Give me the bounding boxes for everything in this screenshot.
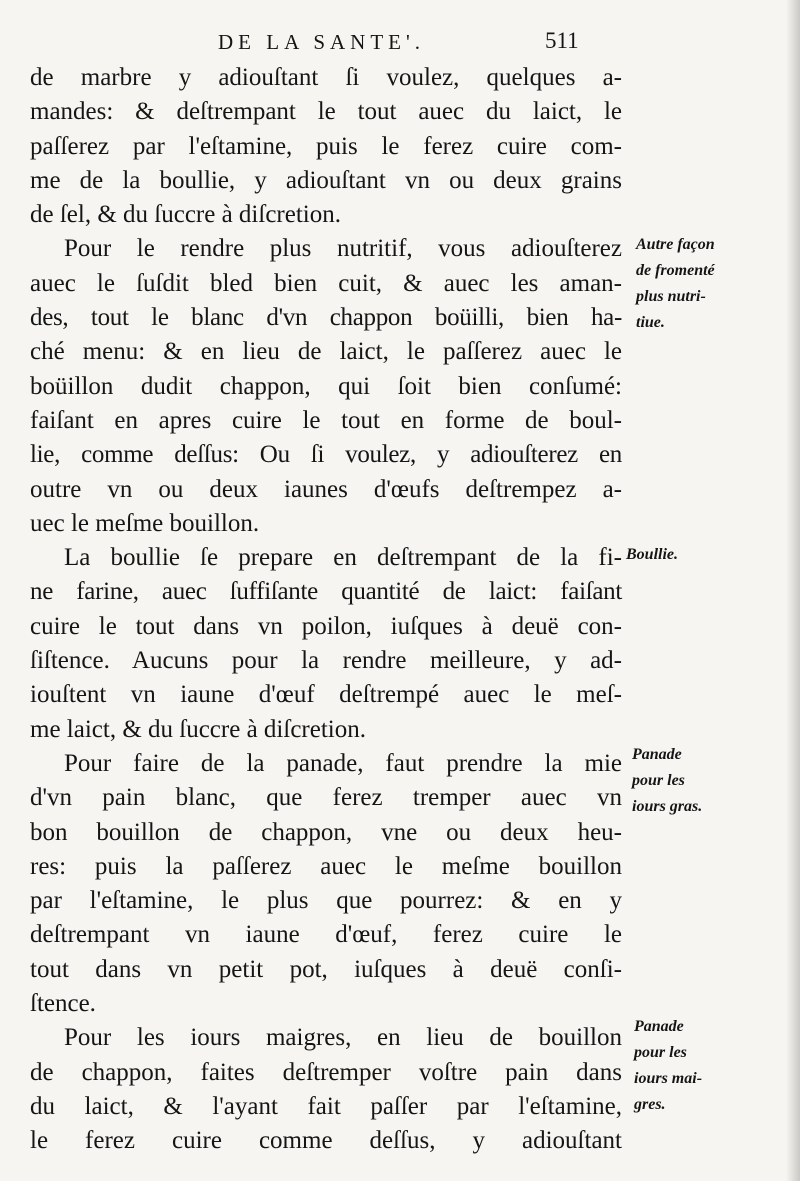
text-line: me de la boullie, y adiouſtant vn ou deux grains	[30, 166, 622, 194]
page-header	[0, 30, 800, 62]
text-line: Pour les iours maigres, en lieu de bouillon	[64, 1024, 622, 1052]
text-line: deſtrempant vn iaune d'œuf, ferez cuire le	[30, 921, 622, 949]
main-text	[30, 61, 622, 1159]
margin-note-line: iours mai-	[634, 1070, 703, 1087]
text-line: Pour faire de la panade, faut prendre la mie	[64, 749, 622, 777]
text-line: ſiſtence. Aucuns pour la rendre meilleure, y ad-	[30, 647, 622, 675]
text-line: des, tout le blanc d'vn chappon boüilli, bien ha-	[30, 304, 622, 332]
margin-note-autre-facon	[636, 232, 715, 336]
running-head: DE LA SANTE'.	[218, 30, 426, 54]
text-line: paſſerez par l'eſtamine, puis le ferez cuire com-	[30, 132, 622, 160]
margin-note-panade-gras	[632, 742, 702, 820]
text-line: de chappon, faites deſtremper voſtre pain dans	[30, 1058, 622, 1086]
margin-note-line: iours gras.	[632, 798, 703, 815]
margin-note-line: tiue.	[636, 314, 665, 331]
margin-note-line: plus nutri-	[636, 288, 706, 305]
text-line: mandes: & deſtrempant le tout auec du laict, le	[30, 98, 622, 126]
text-line: bon bouillon de chappon, vne ou deux heu-	[30, 818, 622, 846]
margin-note-line: pour les	[632, 772, 685, 789]
text-line: iouſtent vn iaune d'œuf deſtrempé auec le meſ-	[30, 681, 622, 709]
text-line: faiſant en apres cuire le tout en forme de boul-	[30, 406, 622, 434]
text-line: de marbre y adiouſtant ſi voulez, quelques a-	[30, 64, 622, 91]
margin-note-panade-maigres	[634, 1014, 702, 1118]
text-line: le ferez cuire comme deſſus, y adiouſtant	[30, 1127, 622, 1155]
text-line: de ſel, & du ſuccre à diſcretion.	[30, 201, 341, 229]
margin-note-line: pour les	[634, 1044, 687, 1061]
text-line: cuire le tout dans vn poilon, iuſques à deuë con-	[30, 612, 622, 640]
text-line: me laict, & du ſuccre à diſcretion.	[30, 715, 366, 743]
text-line: Pour le rendre plus nutritif, vous adiouſterez	[64, 235, 622, 263]
margin-note-line: Panade	[632, 746, 682, 763]
text-line: ſtence.	[30, 990, 96, 1018]
text-line: ché menu: & en lieu de laict, le paſſerez auec le	[30, 338, 622, 366]
page-edge-shadow	[786, 0, 800, 1181]
margin-note-line: Autre façon	[636, 236, 715, 253]
margin-note-boullie	[626, 542, 678, 568]
text-line: La boullie ſe prepare en deſtrempant de la fi-	[64, 544, 622, 572]
text-line: tout dans vn petit pot, iuſques à deuë conſi-	[30, 955, 622, 983]
text-line: d'vn pain blanc, que ferez tremper auec vn	[30, 784, 622, 812]
text-line: auec le ſuſdit bled bien cuit, & auec les aman-	[30, 269, 622, 297]
text-line: par l'eſtamine, le plus que pourrez: & en y	[30, 887, 622, 915]
text-line: uec le meſme bouillon.	[30, 509, 260, 537]
page-number: 511	[545, 28, 579, 53]
text-line: outre vn ou deux iaunes d'œufs deſtrempez a-	[30, 475, 622, 503]
text-line: ne farine, auec ſuffiſante quantité de laict: faiſant	[30, 578, 622, 606]
text-line: res: puis la paſſerez auec le meſme bouillon	[30, 852, 622, 880]
text-line: boüillon dudit chappon, qui ſoit bien conſumé:	[30, 372, 622, 400]
text-line: du laict, & l'ayant fait paſſer par l'eſtamine,	[30, 1092, 622, 1120]
text-line: lie, comme deſſus: Ou ſi voulez, y adiouſterez en	[30, 441, 622, 469]
margin-note-line: Panade	[634, 1018, 684, 1035]
margin-note-line: Boullie.	[626, 546, 679, 563]
margin-note-line: de fromenté	[636, 262, 715, 279]
margin-note-line: gres.	[634, 1096, 666, 1113]
